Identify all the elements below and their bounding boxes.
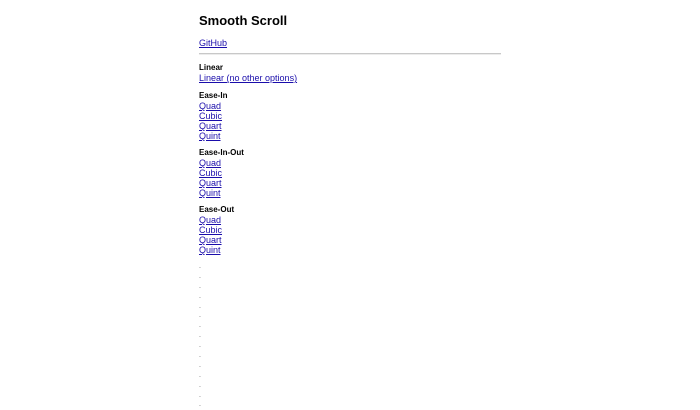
filler-dot: . xyxy=(199,322,201,330)
filler-dot: . xyxy=(199,401,201,409)
ease-out-quart-link[interactable]: Quart xyxy=(199,235,222,245)
ease-in-quart-link[interactable]: Quart xyxy=(199,121,222,131)
section-heading-ease-in: Ease-In xyxy=(199,91,228,100)
section-heading-ease-in-out: Ease-In-Out xyxy=(199,148,244,157)
list-item xyxy=(199,168,499,178)
link-list-ease-out xyxy=(199,215,499,255)
section-ease-in xyxy=(199,91,499,141)
list-item xyxy=(199,73,499,83)
filler-dot: . xyxy=(199,352,201,360)
section-heading-ease-out: Ease-Out xyxy=(199,205,235,214)
filler-dot: . xyxy=(199,272,201,280)
list-item xyxy=(199,101,499,111)
list-item xyxy=(199,215,499,225)
filler-dot: . xyxy=(199,391,201,399)
list-item xyxy=(199,121,499,131)
list-item xyxy=(199,111,499,121)
section-heading-linear: Linear xyxy=(199,63,224,72)
ease-in-cubic-link[interactable]: Cubic xyxy=(199,111,223,121)
filler-dot: . xyxy=(199,312,201,320)
filler-dot: . xyxy=(199,361,201,369)
list-item xyxy=(199,131,499,141)
list-item xyxy=(199,235,499,245)
list-item xyxy=(199,225,499,235)
list-item xyxy=(199,178,499,188)
link-list-ease-in-out xyxy=(199,158,499,198)
list-item xyxy=(199,158,499,168)
ease-out-cubic-link[interactable]: Cubic xyxy=(199,225,223,235)
ease-in-out-cubic-link[interactable]: Cubic xyxy=(199,168,223,178)
ease-in-out-quad-link[interactable]: Quad xyxy=(199,158,222,168)
section-linear xyxy=(199,63,499,83)
ease-in-out-quart-link[interactable]: Quart xyxy=(199,178,222,188)
filler-dot: . xyxy=(199,282,201,290)
ease-out-quad-link[interactable]: Quad xyxy=(199,215,222,225)
list-item xyxy=(199,188,499,198)
ease-in-quint-link[interactable]: Quint xyxy=(199,131,221,141)
filler-dot: . xyxy=(199,292,201,300)
section-ease-out xyxy=(199,205,499,255)
ease-in-quad-link[interactable]: Quad xyxy=(199,101,222,111)
filler-list xyxy=(199,262,201,410)
filler-dot: . xyxy=(199,263,201,270)
divider xyxy=(199,53,501,55)
filler-dot: . xyxy=(199,302,201,310)
filler-dot: . xyxy=(199,332,201,340)
filler-dot: . xyxy=(199,381,201,389)
page-title: Smooth Scroll xyxy=(199,13,288,28)
github-link[interactable]: GitHub xyxy=(199,38,228,48)
filler-dot: . xyxy=(199,371,201,379)
list-item xyxy=(199,245,499,255)
linear-link[interactable]: Linear (no other options) xyxy=(199,73,298,83)
filler-dot: . xyxy=(199,342,201,350)
ease-out-quint-link[interactable]: Quint xyxy=(199,245,221,255)
ease-in-out-quint-link[interactable]: Quint xyxy=(199,188,221,198)
link-list-ease-in xyxy=(199,101,499,141)
section-ease-in-out xyxy=(199,148,499,198)
link-list-linear xyxy=(199,73,499,83)
